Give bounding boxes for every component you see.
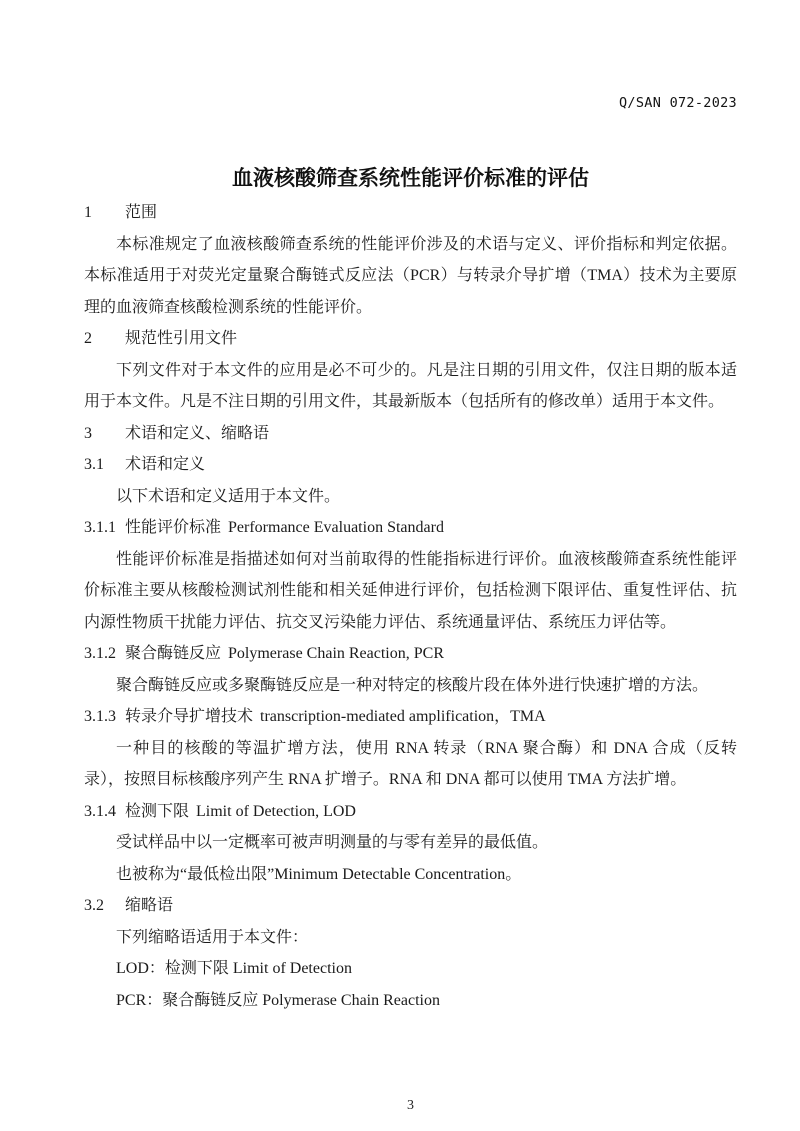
para-lod-definition: 受试样品中以一定概率可被声明测量的与零有差异的最低值。 bbox=[116, 834, 549, 851]
section-number: 2 bbox=[84, 330, 92, 347]
heading-pcr bbox=[84, 638, 737, 670]
document-code: Q/SAN 072-2023 bbox=[619, 95, 737, 111]
section-title: 转录介导扩增技术 bbox=[125, 708, 254, 725]
section-number: 1 bbox=[84, 204, 92, 221]
section-title-en: Performance Evaluation Standard bbox=[228, 519, 444, 536]
section-number: 3.2 bbox=[84, 897, 104, 914]
heading-terms-definitions bbox=[84, 449, 737, 481]
para-scope: 本标准规定了血液核酸筛查系统的性能评价涉及的术语与定义、评价指标和判定依据。本标准适用于对荧光定量聚合酶链式反应法（PCR）与转录介导扩增（TMA）技术为主要原理的血液筛查核酸检测系统的性能评价。 bbox=[84, 235, 737, 316]
section-title: 术语和定义、缩略语 bbox=[125, 424, 270, 442]
heading-normative-references bbox=[84, 323, 737, 355]
para-tma: 一种目的核酸的等温扩增方法，使用 RNA 转录（RNA 聚合酶）和 DNA 合成（反转录），按照目标核酸序列产生 RNA 扩增子。RNA 和 DNA 都可以使用 TMA 方法扩增。 bbox=[84, 739, 737, 788]
para-lod-alias: 也被称为“最低检出限”Minimum Detectable Concentration。 bbox=[116, 865, 522, 883]
section-number: 3 bbox=[84, 424, 92, 442]
page-number: 3 bbox=[407, 1098, 414, 1113]
para-normative-references: 下列文件对于本文件的应用是必不可少的。凡是注日期的引用文件，仅注日期的版本适用于本文件。凡是不注日期的引用文件，其最新版本（包括所有的修改单）适用于本文件。 bbox=[84, 361, 737, 410]
section-number: 3.1.3 bbox=[84, 708, 116, 725]
heading-tma bbox=[84, 701, 737, 733]
section-number: 3.1.2 bbox=[84, 645, 116, 662]
section-title: 性能评价标准 bbox=[125, 519, 222, 536]
section-title: 规范性引用文件 bbox=[125, 330, 238, 347]
section-number: 3.1.4 bbox=[84, 802, 116, 820]
heading-scope bbox=[84, 197, 737, 229]
para-abbreviations-intro: 下列缩略语适用于本文件： bbox=[116, 928, 309, 946]
document-title: 血液核酸筛查系统性能评价标准的评估 bbox=[232, 166, 589, 190]
section-number: 3.1 bbox=[84, 456, 104, 473]
section-number: 3.1.1 bbox=[84, 519, 116, 536]
para-terms-intro: 以下术语和定义适用于本文件。 bbox=[116, 487, 341, 505]
heading-performance-evaluation-standard bbox=[84, 512, 737, 544]
document-body bbox=[84, 197, 737, 1016]
heading-lod bbox=[84, 796, 737, 828]
section-title: 术语和定义 bbox=[125, 456, 206, 473]
para-pcr: 聚合酶链反应或多聚酶链反应是一种对特定的核酸片段在体外进行快速扩增的方法。 bbox=[116, 676, 709, 694]
section-title: 检测下限 bbox=[125, 802, 190, 820]
section-title-en: Limit of Detection, LOD bbox=[196, 802, 356, 820]
section-title-en: transcription-mediated amplification，TMA bbox=[260, 708, 546, 725]
section-title: 缩略语 bbox=[125, 897, 174, 914]
abbreviation-pcr: PCR：聚合酶链反应 Polymerase Chain Reaction bbox=[116, 991, 440, 1009]
section-title: 聚合酶链反应 bbox=[125, 645, 222, 662]
heading-abbreviations bbox=[84, 890, 737, 922]
abbreviation-lod: LOD：检测下限 Limit of Detection bbox=[116, 960, 352, 977]
para-performance-evaluation-standard: 性能评价标准是指描述如何对当前取得的性能指标进行评价。血液核酸筛查系统性能评价标准主要从核酸检测试剂性能和相关延伸进行评价，包括检测下限评估、重复性评估、抗内源性物质干扰能力评估、抗交叉污染能力评估、系统通量评估、系统压力评估等。 bbox=[84, 550, 737, 631]
section-title-en: Polymerase Chain Reaction, PCR bbox=[228, 645, 444, 662]
section-title: 范围 bbox=[125, 204, 158, 221]
heading-terms-definitions-abbreviations bbox=[84, 418, 737, 450]
